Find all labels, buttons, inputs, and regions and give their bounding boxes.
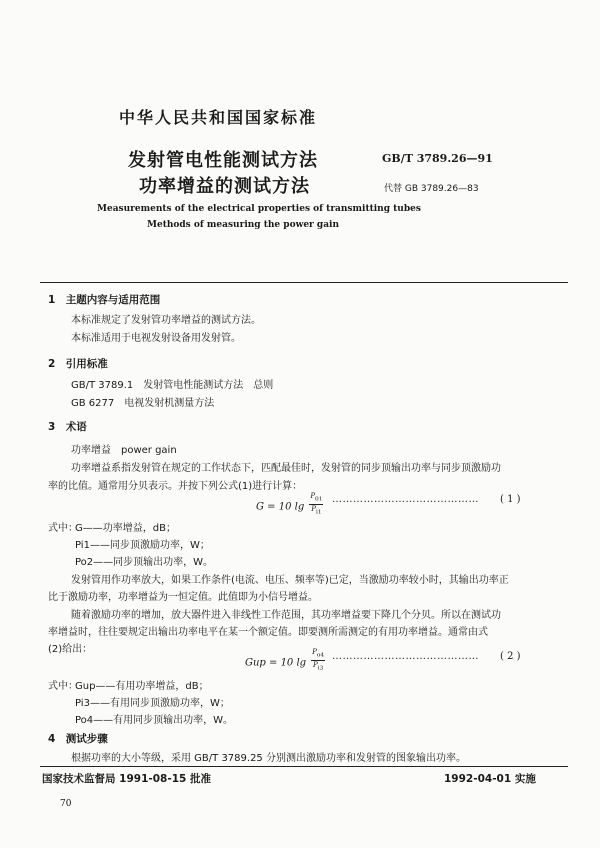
reference-1: GB/T 3789.1 发射管电性能测试方法 总则	[71, 380, 274, 391]
where-2-item-po4: Po4——有用同步顶输出功率，W。	[75, 715, 234, 726]
formula-1-numerator: P	[310, 492, 316, 500]
formula-1	[256, 492, 323, 518]
title-line-1: 发射管电性能测试方法	[128, 150, 318, 171]
formula-2-numerator-subscript: o4	[316, 652, 325, 659]
term-power-gain: 功率增益 power gain	[71, 445, 177, 456]
header-divider	[40, 282, 568, 283]
formula-1-lhs: G = 10 lg	[256, 501, 305, 513]
formula-1-fraction	[309, 492, 323, 518]
where-1-intro: 式中：	[48, 523, 78, 534]
replaces-standard: 代替 GB 3789.26—83	[384, 184, 479, 194]
national-standard-header: 中华人民共和国国家标准	[119, 108, 318, 127]
english-title-line-2: Methods of measuring the power gain	[147, 220, 340, 230]
small-signal-paragraph-line-1: 发射管用作功率放大，如果工作条件(电流、电压、频率等)已定，当激励功率较小时，其输出功率正	[71, 575, 509, 586]
definition-line-1: 功率增益系指发射管在规定的工作状态下，匹配最佳时，发射管的同步顶输出功率与同步顶激励功	[71, 463, 501, 474]
formula-2-leader-dots: ……………………………………	[332, 651, 479, 662]
section-1-paragraph-2: 本标准适用于电视发射设备用发射管。	[71, 333, 241, 344]
section-4-heading: 4 测试步骤	[48, 733, 108, 745]
useful-gain-paragraph-line-1: 随着激励功率的增加，放大器件进入非线性工作范围，其功率增益要下降几个分贝。所以在测试功	[71, 610, 501, 621]
section-3-heading: 3 术语	[48, 421, 87, 433]
formula-2	[245, 648, 325, 674]
title-line-2: 功率增益的测试方法	[139, 176, 310, 197]
formula-1-denominator-subscript: i1	[315, 509, 322, 516]
section-2-heading: 2 引用标准	[48, 358, 108, 370]
page-number: 70	[60, 799, 72, 809]
definition-line-2: 率的比值。通常用分贝表示。并按下列公式(1)进行计算：	[48, 481, 303, 492]
formula-1-leader-dots: ……………………………………	[332, 494, 479, 505]
formula-2-numerator: P	[312, 648, 317, 656]
formula-1-label: ( 1 )	[500, 494, 521, 505]
formula-2-denominator-subscript: i3	[317, 665, 324, 672]
where-1-item-g: G——功率增益，dB；	[75, 523, 176, 534]
approval-line: 国家技术监督局 1991-08-15 批准	[42, 773, 211, 785]
formula-2-lhs: Gup = 10 lg	[245, 657, 307, 669]
where-2-item-pi3: Pi3——有用同步顶激励功率，W；	[75, 698, 230, 709]
useful-gain-paragraph-line-2: 率增益时，往往要规定出输出功率电平在某一个额定值。即要测所需测定的有用功率增益。通常由式	[48, 627, 488, 638]
formula-1-numerator-subscript: 01	[315, 496, 323, 503]
small-signal-paragraph-line-2: 比于激励功率，功率增益为一恒定值。此值即为小信号增益。	[48, 592, 318, 603]
formula-1-denominator: P	[311, 505, 316, 514]
implementation-date: 1992-04-01 实施	[444, 773, 536, 785]
reference-2: GB 6277 电视发射机测量方法	[71, 398, 215, 409]
section-1-paragraph-1: 本标准规定了发射管功率增益的测试方法。	[71, 315, 261, 326]
section-4-paragraph: 根据功率的大小等级，采用 GB/T 3789.25 分别测出激励功率和发射管的图象输出功率。	[71, 753, 466, 764]
footer-divider	[40, 766, 568, 767]
where-2-intro: 式中：	[48, 681, 78, 692]
standard-code: GB/T 3789.26—91	[382, 152, 493, 165]
formula-2-denominator: P	[312, 661, 318, 670]
section-1-heading: 1 主题内容与适用范围	[48, 294, 161, 306]
where-1-item-po2: Po2——同步顶输出功率，W。	[75, 557, 214, 568]
where-1-item-pi1: Pi1——同步顶激励功率，W；	[75, 540, 210, 551]
english-title-line-1: Measurements of the electrical properties of transmitting tubes	[97, 204, 421, 214]
where-2-item-gup: Gup——有用功率增益，dB；	[75, 681, 209, 692]
formula-2-label: ( 2 )	[500, 651, 521, 662]
formula-2-fraction	[311, 648, 325, 674]
useful-gain-paragraph-line-3: (2)给出：	[48, 644, 93, 655]
